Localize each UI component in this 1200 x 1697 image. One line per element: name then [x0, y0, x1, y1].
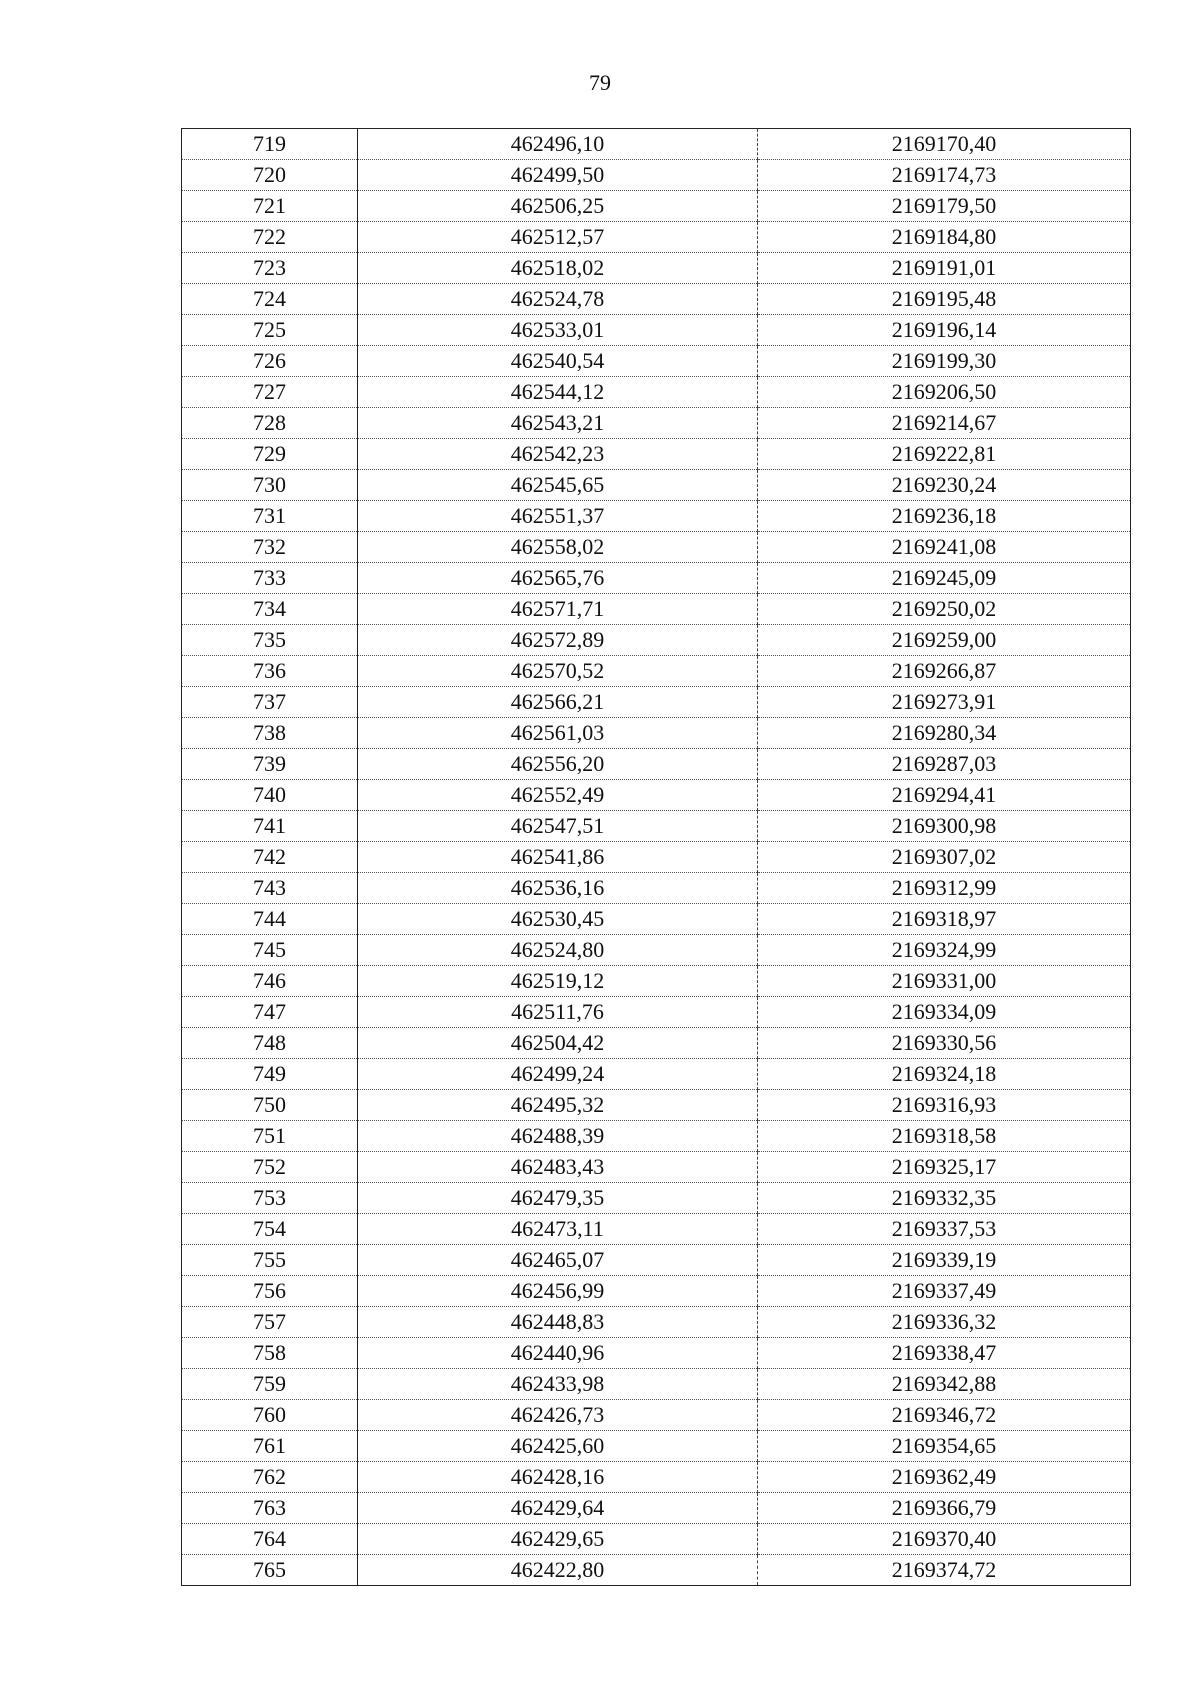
- x-coordinate-cell: 462456,99: [358, 1276, 758, 1307]
- y-coordinate-cell: 2169259,00: [758, 625, 1131, 656]
- point-number-cell: 729: [182, 439, 358, 470]
- x-coordinate-cell: 462542,23: [358, 439, 758, 470]
- point-number-cell: 738: [182, 718, 358, 749]
- point-number-cell: 740: [182, 780, 358, 811]
- table-row: [182, 1090, 1131, 1121]
- table-row: [182, 1400, 1131, 1431]
- point-number-cell: 731: [182, 501, 358, 532]
- y-coordinate-cell: 2169334,09: [758, 997, 1131, 1028]
- x-coordinate-cell: 462536,16: [358, 873, 758, 904]
- x-coordinate-cell: 462519,12: [358, 966, 758, 997]
- table-row: [182, 1121, 1131, 1152]
- point-number-cell: 760: [182, 1400, 358, 1431]
- point-number-cell: 743: [182, 873, 358, 904]
- y-coordinate-cell: 2169354,65: [758, 1431, 1131, 1462]
- point-number-cell: 733: [182, 563, 358, 594]
- table-row: [182, 1183, 1131, 1214]
- table-row: [182, 997, 1131, 1028]
- point-number-cell: 753: [182, 1183, 358, 1214]
- x-coordinate-cell: 462533,01: [358, 315, 758, 346]
- y-coordinate-cell: 2169287,03: [758, 749, 1131, 780]
- point-number-cell: 757: [182, 1307, 358, 1338]
- point-number-cell: 746: [182, 966, 358, 997]
- x-coordinate-cell: 462483,43: [358, 1152, 758, 1183]
- y-coordinate-cell: 2169312,99: [758, 873, 1131, 904]
- x-coordinate-cell: 462558,02: [358, 532, 758, 563]
- y-coordinate-cell: 2169336,32: [758, 1307, 1131, 1338]
- table-row: [182, 1059, 1131, 1090]
- table-row: [182, 935, 1131, 966]
- y-coordinate-cell: 2169370,40: [758, 1524, 1131, 1555]
- point-number-cell: 758: [182, 1338, 358, 1369]
- point-number-cell: 724: [182, 284, 358, 315]
- y-coordinate-cell: 2169366,79: [758, 1493, 1131, 1524]
- x-coordinate-cell: 462496,10: [358, 129, 758, 160]
- point-number-cell: 736: [182, 656, 358, 687]
- table-row: [182, 1431, 1131, 1462]
- x-coordinate-cell: 462425,60: [358, 1431, 758, 1462]
- x-coordinate-cell: 462422,80: [358, 1555, 758, 1586]
- x-coordinate-cell: 462499,24: [358, 1059, 758, 1090]
- x-coordinate-cell: 462543,21: [358, 408, 758, 439]
- table-row: [182, 160, 1131, 191]
- x-coordinate-cell: 462504,42: [358, 1028, 758, 1059]
- y-coordinate-cell: 2169374,72: [758, 1555, 1131, 1586]
- x-coordinate-cell: 462511,76: [358, 997, 758, 1028]
- x-coordinate-cell: 462524,80: [358, 935, 758, 966]
- y-coordinate-cell: 2169346,72: [758, 1400, 1131, 1431]
- table-row: [182, 656, 1131, 687]
- x-coordinate-cell: 462541,86: [358, 842, 758, 873]
- y-coordinate-cell: 2169170,40: [758, 129, 1131, 160]
- point-number-cell: 722: [182, 222, 358, 253]
- y-coordinate-cell: 2169342,88: [758, 1369, 1131, 1400]
- point-number-cell: 728: [182, 408, 358, 439]
- table-row: [182, 439, 1131, 470]
- y-coordinate-cell: 2169300,98: [758, 811, 1131, 842]
- table-row: [182, 1152, 1131, 1183]
- x-coordinate-cell: 462556,20: [358, 749, 758, 780]
- table-row: [182, 873, 1131, 904]
- table-row: [182, 1307, 1131, 1338]
- x-coordinate-cell: 462465,07: [358, 1245, 758, 1276]
- x-coordinate-cell: 462552,49: [358, 780, 758, 811]
- table-row: [182, 532, 1131, 563]
- x-coordinate-cell: 462545,65: [358, 470, 758, 501]
- table-row: [182, 377, 1131, 408]
- y-coordinate-cell: 2169250,02: [758, 594, 1131, 625]
- point-number-cell: 735: [182, 625, 358, 656]
- point-number-cell: 759: [182, 1369, 358, 1400]
- y-coordinate-cell: 2169307,02: [758, 842, 1131, 873]
- y-coordinate-cell: 2169318,97: [758, 904, 1131, 935]
- table-row: [182, 346, 1131, 377]
- table-row: [182, 1214, 1131, 1245]
- x-coordinate-cell: 462572,89: [358, 625, 758, 656]
- point-number-cell: 742: [182, 842, 358, 873]
- y-coordinate-cell: 2169280,34: [758, 718, 1131, 749]
- table-row: [182, 1028, 1131, 1059]
- point-number-cell: 720: [182, 160, 358, 191]
- x-coordinate-cell: 462518,02: [358, 253, 758, 284]
- point-number-cell: 723: [182, 253, 358, 284]
- table-row: [182, 1276, 1131, 1307]
- point-number-cell: 765: [182, 1555, 358, 1586]
- y-coordinate-cell: 2169230,24: [758, 470, 1131, 501]
- x-coordinate-cell: 462566,21: [358, 687, 758, 718]
- y-coordinate-cell: 2169245,09: [758, 563, 1131, 594]
- point-number-cell: 725: [182, 315, 358, 346]
- y-coordinate-cell: 2169339,19: [758, 1245, 1131, 1276]
- table-row: [182, 1524, 1131, 1555]
- point-number-cell: 763: [182, 1493, 358, 1524]
- y-coordinate-cell: 2169241,08: [758, 532, 1131, 563]
- y-coordinate-cell: 2169330,56: [758, 1028, 1131, 1059]
- point-number-cell: 719: [182, 129, 358, 160]
- y-coordinate-cell: 2169337,49: [758, 1276, 1131, 1307]
- point-number-cell: 744: [182, 904, 358, 935]
- table-row: [182, 842, 1131, 873]
- table-row: [182, 1555, 1131, 1586]
- point-number-cell: 726: [182, 346, 358, 377]
- point-number-cell: 748: [182, 1028, 358, 1059]
- point-number-cell: 754: [182, 1214, 358, 1245]
- point-number-cell: 747: [182, 997, 358, 1028]
- y-coordinate-cell: 2169214,67: [758, 408, 1131, 439]
- y-coordinate-cell: 2169337,53: [758, 1214, 1131, 1245]
- table-row: [182, 253, 1131, 284]
- table-row: [182, 315, 1131, 346]
- point-number-cell: 764: [182, 1524, 358, 1555]
- table-row: [182, 222, 1131, 253]
- x-coordinate-cell: 462551,37: [358, 501, 758, 532]
- y-coordinate-cell: 2169184,80: [758, 222, 1131, 253]
- x-coordinate-cell: 462429,64: [358, 1493, 758, 1524]
- point-number-cell: 741: [182, 811, 358, 842]
- y-coordinate-cell: 2169324,99: [758, 935, 1131, 966]
- y-coordinate-cell: 2169195,48: [758, 284, 1131, 315]
- table-row: [182, 501, 1131, 532]
- y-coordinate-cell: 2169332,35: [758, 1183, 1131, 1214]
- x-coordinate-cell: 462544,12: [358, 377, 758, 408]
- x-coordinate-cell: 462530,45: [358, 904, 758, 935]
- table-row: [182, 1369, 1131, 1400]
- table-row: [182, 687, 1131, 718]
- y-coordinate-cell: 2169222,81: [758, 439, 1131, 470]
- y-coordinate-cell: 2169236,18: [758, 501, 1131, 532]
- y-coordinate-cell: 2169324,18: [758, 1059, 1131, 1090]
- x-coordinate-cell: 462512,57: [358, 222, 758, 253]
- x-coordinate-cell: 462540,54: [358, 346, 758, 377]
- y-coordinate-cell: 2169206,50: [758, 377, 1131, 408]
- x-coordinate-cell: 462473,11: [358, 1214, 758, 1245]
- table-row: [182, 129, 1131, 160]
- x-coordinate-cell: 462488,39: [358, 1121, 758, 1152]
- y-coordinate-cell: 2169196,14: [758, 315, 1131, 346]
- y-coordinate-cell: 2169316,93: [758, 1090, 1131, 1121]
- y-coordinate-cell: 2169174,73: [758, 160, 1131, 191]
- x-coordinate-cell: 462499,50: [358, 160, 758, 191]
- y-coordinate-cell: 2169331,00: [758, 966, 1131, 997]
- x-coordinate-cell: 462440,96: [358, 1338, 758, 1369]
- x-coordinate-cell: 462506,25: [358, 191, 758, 222]
- y-coordinate-cell: 2169362,49: [758, 1462, 1131, 1493]
- table-row: [182, 780, 1131, 811]
- x-coordinate-cell: 462565,76: [358, 563, 758, 594]
- table-row: [182, 563, 1131, 594]
- x-coordinate-cell: 462429,65: [358, 1524, 758, 1555]
- point-number-cell: 751: [182, 1121, 358, 1152]
- x-coordinate-cell: 462448,83: [358, 1307, 758, 1338]
- table-row: [182, 594, 1131, 625]
- table-row: [182, 1462, 1131, 1493]
- table-row: [182, 1338, 1131, 1369]
- point-number-cell: 752: [182, 1152, 358, 1183]
- table-row: [182, 408, 1131, 439]
- coordinates-table: [181, 128, 1131, 1586]
- x-coordinate-cell: 462479,35: [358, 1183, 758, 1214]
- x-coordinate-cell: 462428,16: [358, 1462, 758, 1493]
- table-row: [182, 1493, 1131, 1524]
- table-row: [182, 1245, 1131, 1276]
- y-coordinate-cell: 2169179,50: [758, 191, 1131, 222]
- x-coordinate-cell: 462495,32: [358, 1090, 758, 1121]
- table-row: [182, 284, 1131, 315]
- x-coordinate-cell: 462524,78: [358, 284, 758, 315]
- y-coordinate-cell: 2169191,01: [758, 253, 1131, 284]
- y-coordinate-cell: 2169266,87: [758, 656, 1131, 687]
- x-coordinate-cell: 462547,51: [358, 811, 758, 842]
- x-coordinate-cell: 462571,71: [358, 594, 758, 625]
- page-number: 79: [589, 70, 611, 95]
- y-coordinate-cell: 2169273,91: [758, 687, 1131, 718]
- point-number-cell: 737: [182, 687, 358, 718]
- x-coordinate-cell: 462433,98: [358, 1369, 758, 1400]
- table-row: [182, 718, 1131, 749]
- y-coordinate-cell: 2169199,30: [758, 346, 1131, 377]
- point-number-cell: 750: [182, 1090, 358, 1121]
- point-number-cell: 745: [182, 935, 358, 966]
- table-row: [182, 625, 1131, 656]
- table-row: [182, 191, 1131, 222]
- point-number-cell: 732: [182, 532, 358, 563]
- y-coordinate-cell: 2169338,47: [758, 1338, 1131, 1369]
- coordinates-table-body: [182, 129, 1131, 1586]
- x-coordinate-cell: 462561,03: [358, 718, 758, 749]
- y-coordinate-cell: 2169318,58: [758, 1121, 1131, 1152]
- point-number-cell: 727: [182, 377, 358, 408]
- point-number-cell: 755: [182, 1245, 358, 1276]
- x-coordinate-cell: 462570,52: [358, 656, 758, 687]
- x-coordinate-cell: 462426,73: [358, 1400, 758, 1431]
- table-row: [182, 966, 1131, 997]
- point-number-cell: 756: [182, 1276, 358, 1307]
- table-row: [182, 811, 1131, 842]
- table-row: [182, 470, 1131, 501]
- point-number-cell: 762: [182, 1462, 358, 1493]
- table-row: [182, 904, 1131, 935]
- point-number-cell: 761: [182, 1431, 358, 1462]
- y-coordinate-cell: 2169325,17: [758, 1152, 1131, 1183]
- point-number-cell: 730: [182, 470, 358, 501]
- point-number-cell: 749: [182, 1059, 358, 1090]
- point-number-cell: 739: [182, 749, 358, 780]
- point-number-cell: 721: [182, 191, 358, 222]
- y-coordinate-cell: 2169294,41: [758, 780, 1131, 811]
- point-number-cell: 734: [182, 594, 358, 625]
- table-row: [182, 749, 1131, 780]
